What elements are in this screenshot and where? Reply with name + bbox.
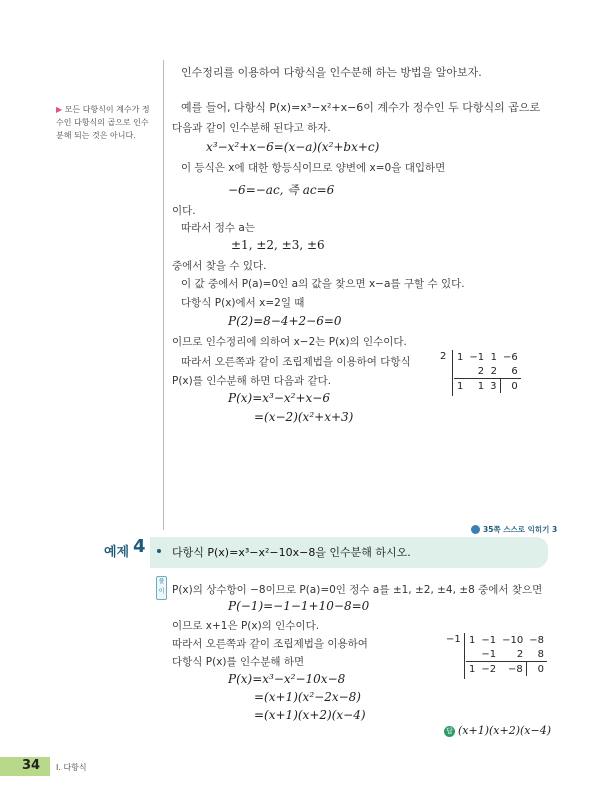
example-label: 예제 xyxy=(104,545,130,560)
solution-line-2: 이므로 x+1은 P(x)의 인수이다. xyxy=(172,620,320,632)
synth1-row: 1 1 3 0 xyxy=(454,379,521,394)
equation-6: =(x−2)(x²+x+3) xyxy=(254,410,354,424)
synth2-row: 1 −2 −8 0 xyxy=(466,662,547,677)
synth1-row: 1 −1 1 −6 xyxy=(457,351,518,363)
synth2-row: 1 −1 −10 −8 xyxy=(469,634,544,646)
answer-tag: 답 xyxy=(444,726,455,737)
synth1-table xyxy=(454,350,521,393)
body-line-9: 이므로 인수정리에 의하여 x−2는 P(x)의 인수이다. xyxy=(172,336,407,348)
body-line-3: 이 등식은 x에 대한 항등식이므로 양변에 x=0을 대입하면 xyxy=(181,162,446,174)
equation-5: P(x)=x³−x²+x−6 xyxy=(228,391,330,405)
body-line-7: 이 값 중에서 P(a)=0인 a의 값을 찾으면 x−a를 구할 수 있다. xyxy=(181,278,465,290)
margin-rule xyxy=(163,60,164,530)
triangle-marker-icon: ▶ xyxy=(56,105,63,114)
synth2-divisor: −1 xyxy=(446,634,461,645)
side-note xyxy=(56,103,152,142)
body-line-10: 따라서 오른쪽과 같이 조립제법을 이용하여 다항식 xyxy=(181,356,411,368)
solution-line-3: 따라서 오른쪽과 같이 조립제법을 이용하여 xyxy=(172,638,368,650)
bullet-icon xyxy=(157,549,161,553)
solution-equation-1: P(−1)=−1−1+10−8=0 xyxy=(228,599,370,613)
solution-equation-3: =(x+1)(x²−2x−8) xyxy=(254,690,361,704)
example-number: 4 xyxy=(133,536,146,557)
equation-1: x³−x²+x−6=(x−a)(x²+bx+c) xyxy=(206,140,380,154)
solution-line-1: P(x)의 상수항이 −8이므로 P(a)=0인 정수 a를 ±1, ±2, ±4, ±8 중에서 찾으면 xyxy=(172,584,543,596)
page-number: 34 xyxy=(22,758,41,773)
side-note-text: 모든 다항식이 계수가 정수인 다항식의 곱으로 인수분해 되는 것은 아니다. xyxy=(56,105,150,140)
synth2-table xyxy=(466,633,547,676)
answer-text: (x+1)(x+2)(x−4) xyxy=(458,724,552,737)
solution-equation-2: P(x)=x³−x²−10x−8 xyxy=(228,672,346,686)
body-line-5: 따라서 정수 a는 xyxy=(181,222,255,234)
equation-2: −6=−ac, 즉 ac=6 xyxy=(228,183,335,197)
equation-4: P(2)=8−4+2−6=0 xyxy=(228,314,342,328)
chapter-label: I. 다항식 xyxy=(56,763,87,772)
reference-link[interactable]: 35쪽 스스로 익히기 3 xyxy=(469,524,561,536)
body-line-2: 다음과 같이 인수분해 된다고 하자. xyxy=(172,122,331,134)
synth1-row: 2 2 6 xyxy=(454,364,521,379)
body-line-4: 이다. xyxy=(172,205,196,217)
page-number-tab xyxy=(0,757,50,776)
body-line-1: 예를 들어, 다항식 P(x)=x³−x²+x−6이 계수가 정수인 두 다항식의 곱으로 xyxy=(181,101,541,114)
synth2-row: −1 2 8 xyxy=(466,647,547,662)
solution-equation-4: =(x+1)(x+2)(x−4) xyxy=(254,708,366,722)
answer xyxy=(444,724,551,737)
solution-line-4: 다항식 P(x)를 인수분해 하면 xyxy=(172,656,305,668)
body-line-11: P(x)를 인수분해 하면 다음과 같다. xyxy=(172,375,332,387)
synth1-divisor: 2 xyxy=(440,351,447,362)
body-line-6: 중에서 찾을 수 있다. xyxy=(172,260,267,272)
solution-tag: 풀이 xyxy=(156,576,167,600)
intro-text: 인수정리를 이용하여 다항식을 인수분해 하는 방법을 알아보자. xyxy=(181,66,482,79)
equation-3: ±1, ±2, ±3, ±6 xyxy=(231,238,325,252)
body-line-8: 다항식 P(x)에서 x=2일 때 xyxy=(181,297,305,309)
example-question: 다항식 P(x)=x³−x²−10x−8을 인수분해 하시오. xyxy=(172,546,411,559)
